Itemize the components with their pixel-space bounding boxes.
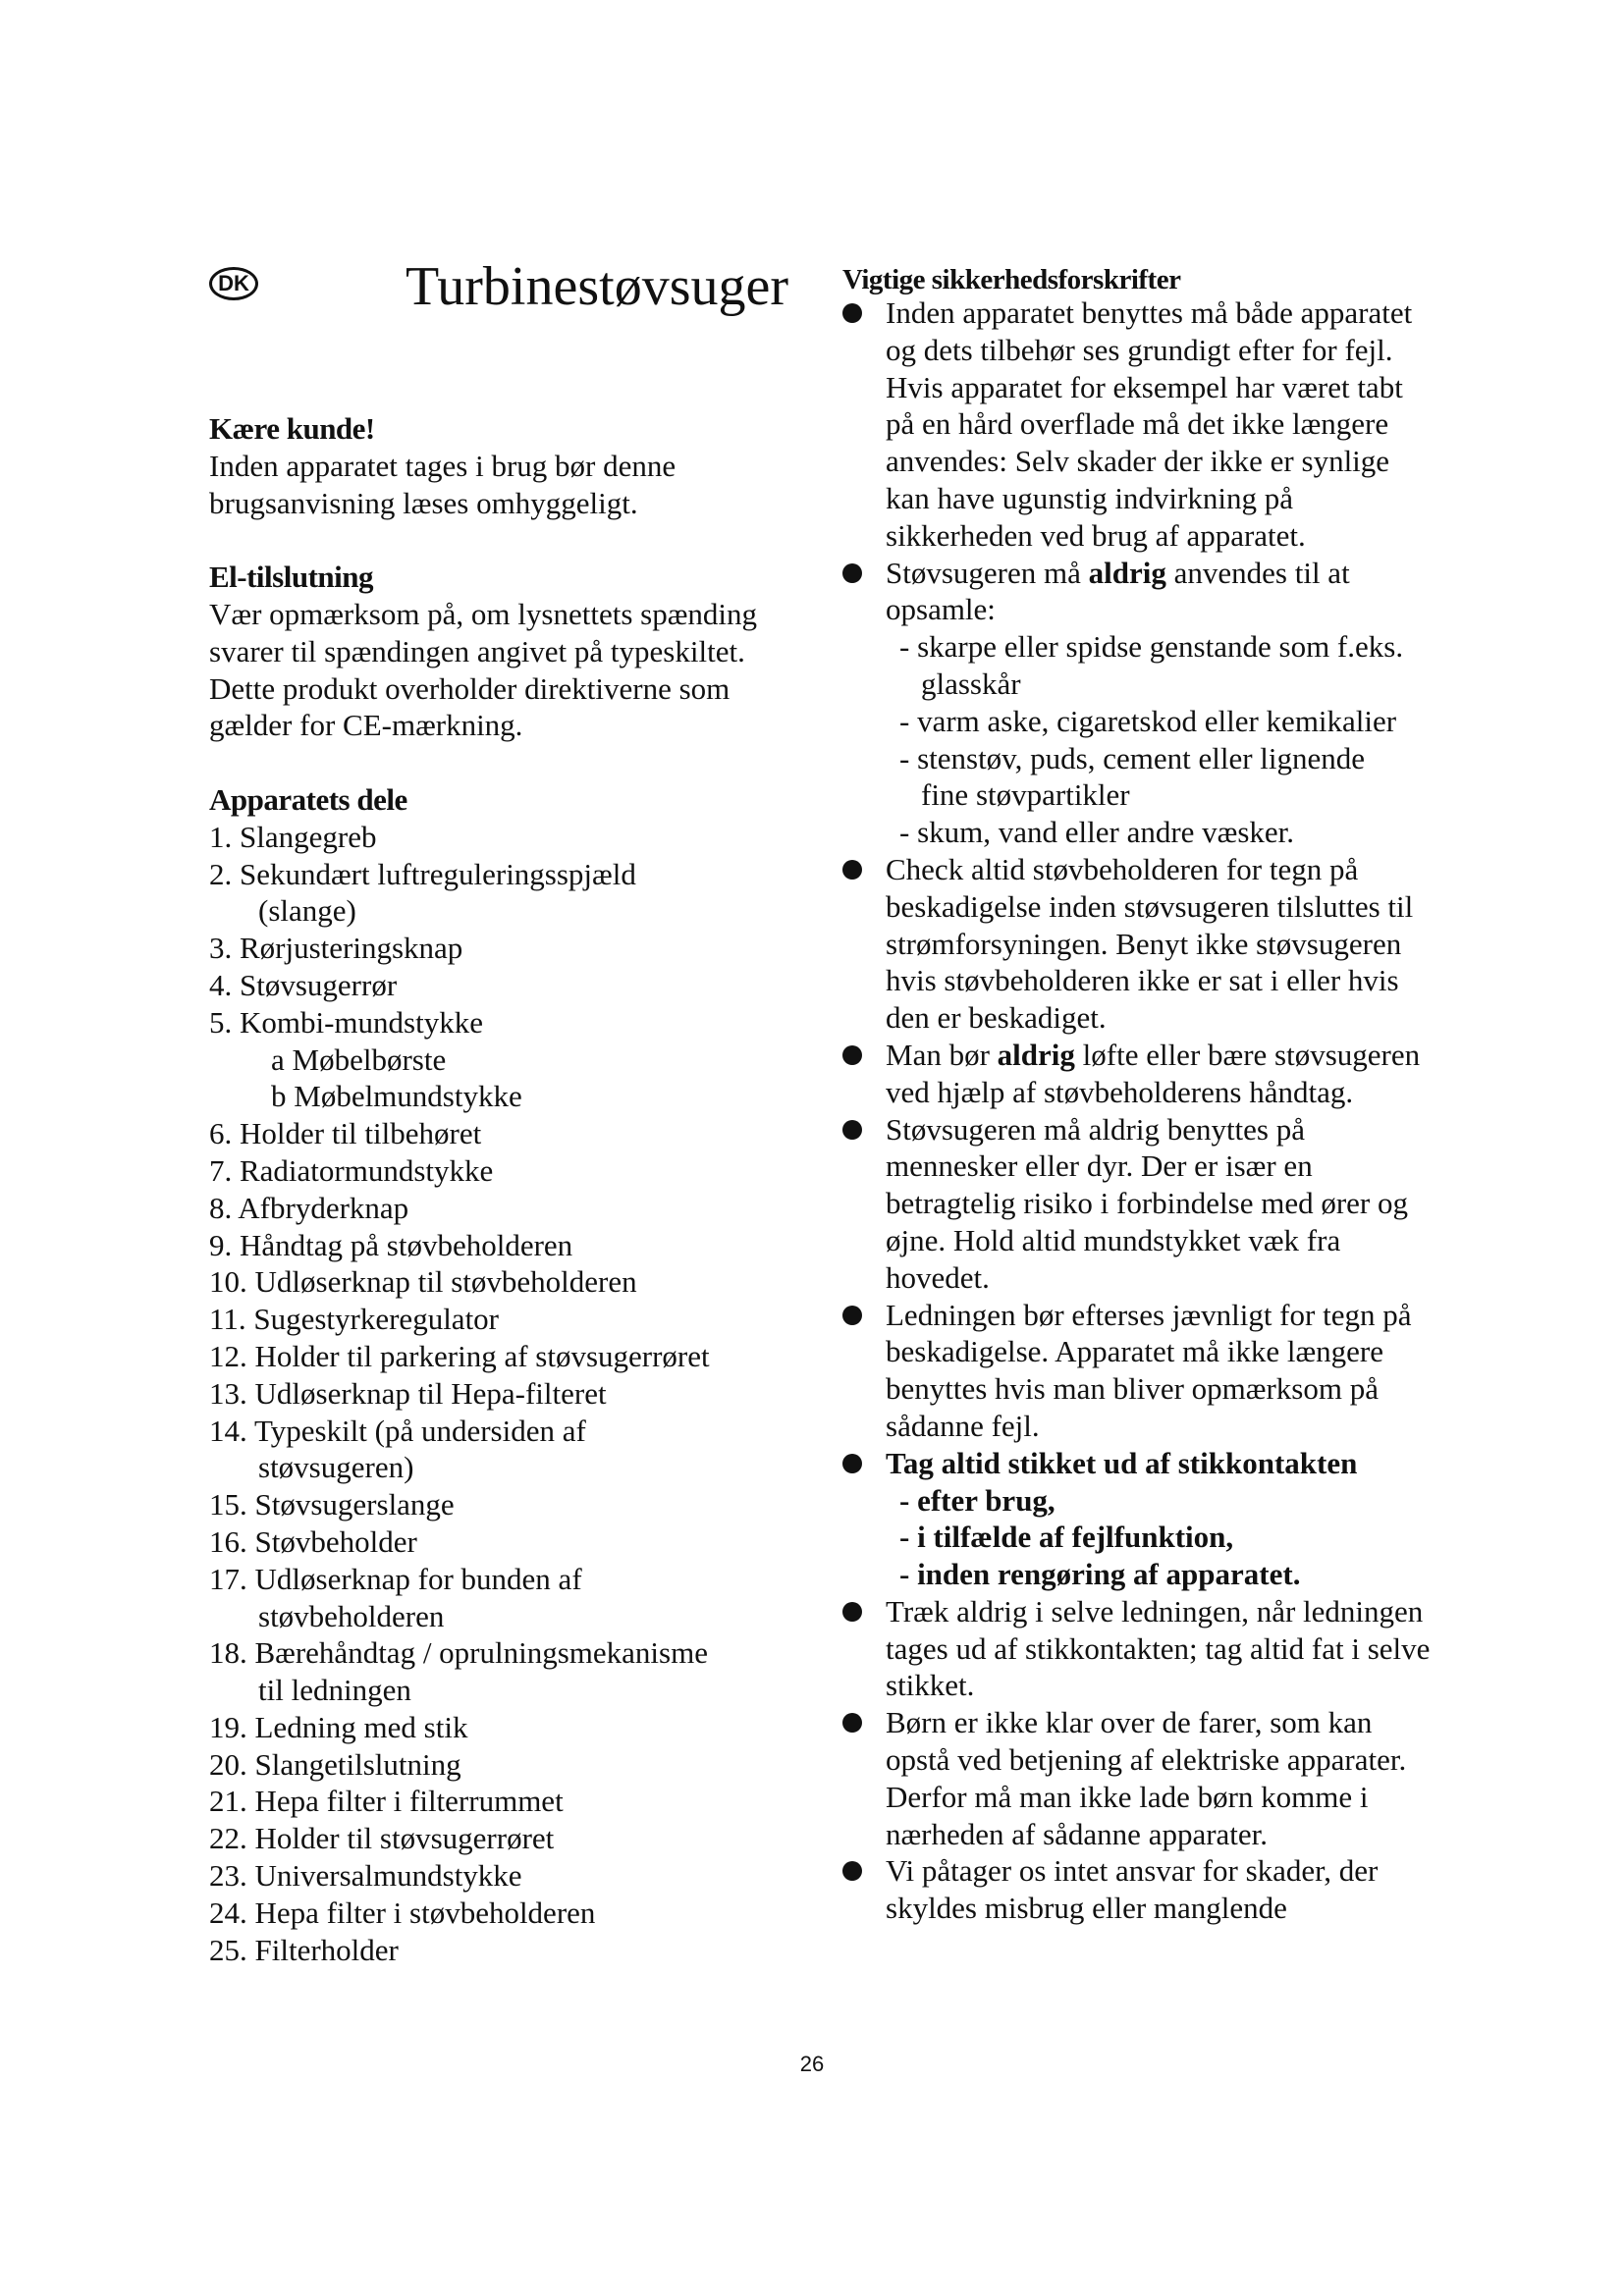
bullet-icon: [842, 1602, 862, 1622]
list-item: 15. Støvsugerslange: [209, 1487, 455, 1522]
safety-item: Træk aldrig i selve ledningen, når ledningen tages ud af stikkontakten; tag altid fat i selve stikket.: [842, 1593, 1432, 1704]
list-item: 16. Støvbeholder: [209, 1523, 417, 1559]
list-item: 14. Typeskilt (på undersiden af støvsugeren): [209, 1413, 586, 1485]
list-item: 23. Universalmundstykke: [209, 1858, 522, 1894]
list-item: 10. Udløserknap til støvbeholderen: [209, 1264, 637, 1300]
safety-item: Støvsugeren må aldrig anvendes til at opsamle: - skarpe eller spidse genstande som f.eks. glasskår - varm aske, cigaretskod eller kemikalier - stenstøv, puds, cement eller lignende fine støvpartikler - skum, vand eller andre væsker.: [842, 555, 1432, 851]
list-item: - inden rengøring af apparatet.: [899, 1557, 1301, 1592]
list-item: 13. Udløserknap til Hepa-filteret: [209, 1375, 607, 1411]
list-item: - skum, vand eller andre væsker.: [899, 815, 1295, 850]
bullet-icon: [842, 1120, 862, 1140]
intro-heading: Kære kunde!: [209, 411, 375, 446]
parts-heading: Apparatets dele: [209, 781, 407, 817]
electrical-heading: El-tilslutning: [209, 560, 373, 595]
country-badge: DK: [209, 267, 258, 300]
list-item: a Møbelbørste: [271, 1041, 447, 1077]
safety-item: Inden apparatet benyttes må både apparatet og dets tilbehør ses grundigt efter for fejl. Hvis apparatet for eksempel har været tabt på en hård overflade må det ikke længere anvendes: Selv skader der ikke er synlige kan have ugunstig indvirkning på sikkerheden ved brug af apparatet.: [842, 294, 1432, 555]
list-item: 11. Sugestyrkeregulator: [209, 1302, 499, 1337]
unplug-list: [886, 1482, 1432, 1593]
list-item: 5. Kombi-mundstykke: [209, 1004, 483, 1040]
page-title: Turbinestøvsuger: [406, 256, 788, 317]
list-item: 12. Holder til parkering af støvsugerrøret: [209, 1338, 710, 1373]
list-item: - i tilfælde af fejlfunktion,: [899, 1520, 1234, 1555]
safety-item: Børn er ikke klar over de farer, som kan opstå ved betjening af elektriske apparater. Derfor må man ikke lade børn komme i nærheden af sådanne apparater.: [842, 1704, 1432, 1852]
left-column: [209, 257, 788, 1968]
list-item: 20. Slangetilslutning: [209, 1746, 461, 1782]
safety-heading: Vigtige sikkerhedsforskrifter: [842, 264, 1181, 295]
list-item: 22. Holder til støvsugerrøret: [209, 1821, 555, 1856]
list-item: 2. Sekundært luftreguleringsspjæld (slange): [209, 856, 636, 929]
list-item: b Møbelmundstykke: [271, 1079, 522, 1114]
list-item: 19. Ledning med stik: [209, 1709, 468, 1744]
safety-item: Støvsugeren må aldrig benyttes på mennesker eller dyr. Der er især en betragtelig risiko i forbindelse med ører og øjne. Hold altid mundstykket væk fra hovedet.: [842, 1111, 1432, 1297]
list-item: - stenstøv, puds, cement eller lignende fine støvpartikler: [899, 740, 1366, 813]
electrical-text: Vær opmærksom på, om lysnettets spænding svarer til spændingen angivet på typeskiltet. Dette produkt overholder direktiverne som gælder for CE-mærkning.: [209, 596, 757, 743]
bullet-icon: [842, 860, 862, 880]
list-item: 17. Udløserknap for bunden af støvbeholderen: [209, 1561, 582, 1633]
list-item: 21. Hepa filter i filterrummet: [209, 1784, 564, 1819]
parts-list: [209, 819, 788, 1969]
page-number: 26: [799, 2052, 825, 2076]
list-item: - varm aske, cigaretskod eller kemikalier: [899, 703, 1397, 738]
safety-item: Ledningen bør efterses jævnligt for tegn på beskadigelse. Apparatet må ikke længere benyttes hvis man bliver opmærksom på sådanne fejl.: [842, 1297, 1432, 1445]
hazard-list: [886, 628, 1432, 851]
list-item: 6. Holder til tilbehøret: [209, 1116, 482, 1151]
intro-text: Inden apparatet tages i brug bør denne brugsanvisning læses omhyggeligt.: [209, 448, 677, 520]
list-item: 8. Afbryderknap: [209, 1190, 409, 1225]
safety-item: Tag altid stikket ud af stikkontakten - efter brug, - i tilfælde af fejlfunktion, - inden rengøring af apparatet.: [842, 1445, 1432, 1593]
list-item: - skarpe eller spidse genstande som f.eks. glasskår: [899, 629, 1404, 701]
list-item: 24. Hepa filter i støvbeholderen: [209, 1895, 596, 1930]
bullet-icon: [842, 1045, 862, 1065]
bullet-icon: [842, 303, 862, 323]
list-item: 4. Støvsugerrør: [209, 967, 398, 1002]
list-item: 18. Bærehåndtag / oprulningsmekanisme til ledningen: [209, 1635, 708, 1708]
safety-list: [842, 294, 1432, 1927]
list-item: - efter brug,: [899, 1482, 1056, 1518]
safety-item: Vi påtager os intet ansvar for skader, der skyldes misbrug eller manglende: [842, 1852, 1432, 1927]
bullet-icon: [842, 1861, 862, 1881]
bullet-icon: [842, 1713, 862, 1733]
list-item: 7. Radiatormundstykke: [209, 1152, 494, 1188]
bullet-icon: [842, 1454, 862, 1473]
list-item: 25. Filterholder: [209, 1932, 399, 1967]
safety-item: Check altid støvbeholderen for tegn på beskadigelse inden støvsugeren tilsluttes til strømforsyningen. Benyt ikke støvsugeren hvis støvbeholderen ikke er sat i eller hvis den er beskadiget.: [842, 851, 1432, 1037]
right-column: [842, 265, 1432, 1927]
list-item: 1. Slangegreb: [209, 819, 377, 854]
bullet-icon: [842, 563, 862, 583]
safety-item: Man bør aldrig løfte eller bære støvsugeren ved hjælp af støvbeholderens håndtag.: [842, 1037, 1432, 1111]
list-item: 3. Rørjusteringsknap: [209, 931, 463, 966]
bullet-icon: [842, 1306, 862, 1325]
page-header: [209, 257, 788, 326]
list-item: 9. Håndtag på støvbeholderen: [209, 1227, 573, 1262]
